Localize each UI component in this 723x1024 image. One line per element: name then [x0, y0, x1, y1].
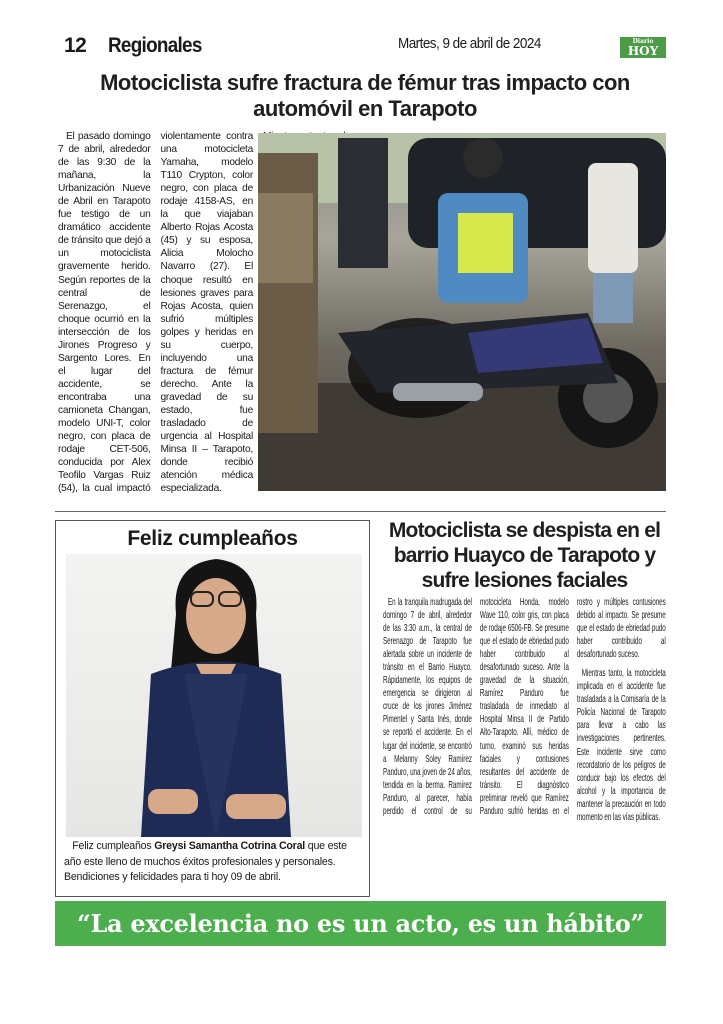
portrait-image	[66, 554, 362, 837]
logo-top: Diario	[632, 38, 654, 45]
caption-wishes: que este año este lleno de muchos éxitos profesionales y personales. Bendiciones y felicidades para ti hoy 09 de abril.	[64, 840, 347, 883]
article1-paragraph: El pasado domingo 7 de abril, alrededor de las 9:30 de la mañana, la Urbanización Nueve de Abril en Tarapoto fue testigo de un dramático accidente de tránsito que dejó a un motociclista gravemente herido. Según reportes de la central de Serenazgo, el choque ocurrió en la intersección de los Jirones Progreso y Sargento Lores. En el lugar del accidente, se encontraba una camioneta Changan, modelo UNI-T, color negro, con placa de rodaje CET-506, conducida por Alex Teofilo Vargas Ruiz (54), la cual impactó violentamente contra una motocicleta Yamaha, modelo T110 Crypton, color negro, con placa de rodaje 4158-AS, en la que viajaban Alberto Rojas Acosta (45) y su esposa, Alicia Molocho Navarro (27). El choque resultó en lesiones graves para Rojas Acosta, quien sufrió múltiples golpes y heridas en su cuerpo, incluyendo una fractura de fémur derecho. Ante la gravedad de su estado, fue trasladado de urgencia al Hospital Minsa II – Tarapoto, donde recibió atención médica especializada.	[58, 131, 253, 495]
page-number: 12	[64, 34, 87, 57]
motorcycle-scene-image	[258, 133, 666, 491]
birthday-title: Feliz cumpleaños	[127, 527, 298, 550]
article2-headline: Motociclista se despista en el barrio Huayco de Tarapoto y sufre lesiones faciales	[388, 519, 661, 592]
caption-intro: Feliz cumpleaños	[72, 840, 155, 852]
birthday-caption	[64, 839, 362, 886]
birthday-photo	[66, 554, 362, 837]
issue-date: Martes, 9 de abril de 2024	[398, 35, 541, 52]
newspaper-logo	[620, 37, 666, 58]
article2-body	[383, 596, 666, 897]
article2-paragraph: En la tranquila madrugada del domingo 7 de abril, alrededor de las 3:30 a.m., la central de Serenazgo de Tarapoto fue alertada sobre un incidente de tránsito en el Barrio Huayco. Rápidamente, los equipos de emergencia se dirigieron al cruce de los jirones Jiménez Pimentel y Santa Inés, donde se reportó el accidente. En el lugar del incidente, se encontró a Melanny Soley Ramírez Panduro, una joven de 24 años, tendida en la berma. Ramírez Panduro, al parecer, había perdido el control de su motocicleta Honda, modelo Wave 110, color gris, con placa de rodaje 6506-FB. Se presume que el estado de ebriedad pudo haber contribuido al desafortunado suceso. Ante la gravedad de la situación, Ramírez Panduro fue trasladada de inmediato al Hospital Minsa II de Partido Alto-Tarapoto. Allí, médico de turno, examinó sus heridas faciales y contusiones resultantes del accidente de tránsito. El diagnóstico preliminar reveló que Ramírez Panduro sufrió heridas en el rostro y múltiples contusiones debido al impacto. Se presume que el estado de ebriedad pudo haber contribuido al desafortunado suceso.	[383, 597, 666, 817]
birthday-box	[55, 520, 370, 897]
section-title: Regionales	[108, 34, 202, 57]
quote-banner: “La excelencia no es un acto, es un hábito”	[55, 901, 666, 946]
accident-photo	[258, 133, 666, 491]
article1-headline: Motociclista sufre fractura de fémur tras impacto con automóvil en Tarapoto	[100, 70, 630, 121]
logo-main: HOY	[627, 44, 659, 58]
article2-paragraph: Mientras tanto, la motocicleta implicada en el accidente fue trasladada a la Comisaría de la Policía Nacional de Tarapoto para llevar a cabo las investigaciones pertinentes. Este incidente sirve como recordatorio de los peligros de conducir bajo los efectos del alcohol y la importancia de mantener la precaución en todo momento en las vías públicas.	[576, 668, 666, 823]
birthday-person-name: Greysi Samantha Cotrina Coral	[154, 840, 306, 852]
article1-body	[58, 130, 253, 496]
section-divider	[55, 511, 666, 512]
